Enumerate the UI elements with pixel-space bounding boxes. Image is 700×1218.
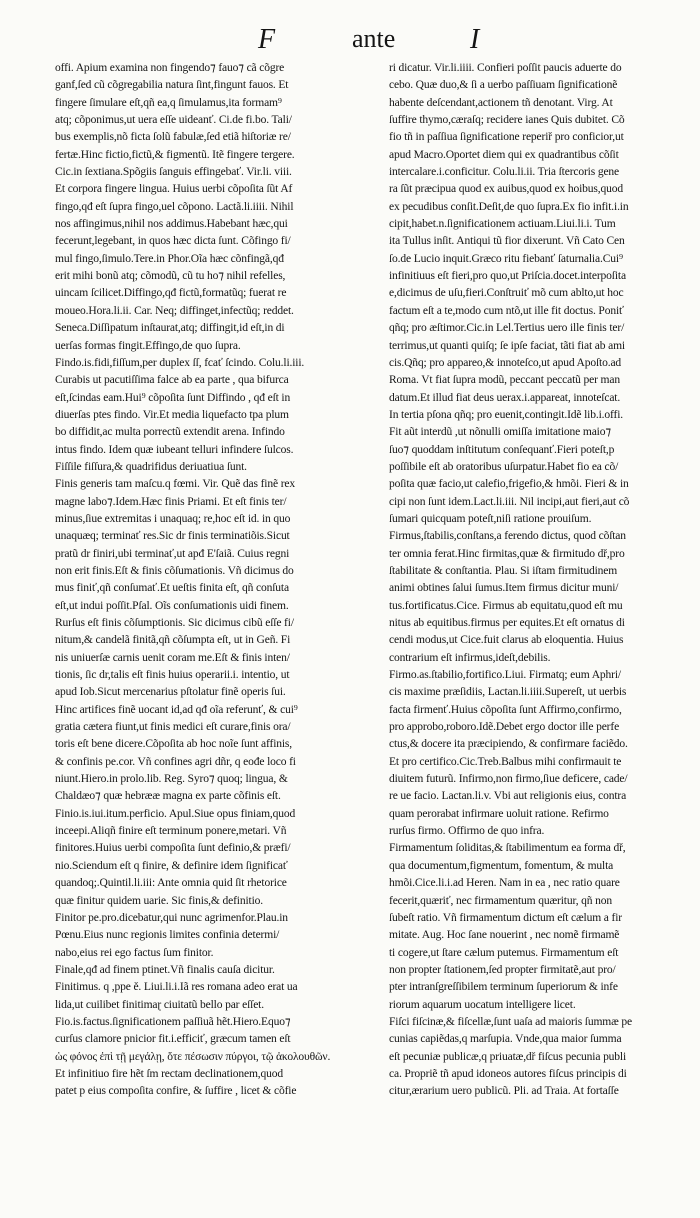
text-line: cipi non ſunt idem.Lact.li.iii. Nil incipi,aut fieri,aut cõ bbox=[389, 495, 630, 508]
text-line: nitus ab equitibus.firmus per equites.Et eſt ornatus di bbox=[389, 617, 625, 629]
left-text-column bbox=[55, 60, 382, 1101]
text-line: unaquæq; terminať res.Sic dr finis terminatiõis.Sicut bbox=[55, 530, 290, 543]
text-line: Curabis ut pacutiſſima falce ab ea parte , qua bifurca bbox=[55, 374, 289, 387]
text-line: magne labo⁊.Idem.Hæc finis Priami. Et eſt finis ter/ bbox=[55, 495, 287, 508]
text-line: apud Macro.Oportet diem qui ex quadrantibus cõſit bbox=[389, 148, 619, 161]
text-line: cunias capiẽdas,q marſupia. Vnde,qua maior ſumma bbox=[389, 1033, 622, 1046]
text-line: offi. Apium examina non fingendo⁊ fauo⁊ cã cõgre bbox=[55, 62, 285, 74]
text-line: apud Iob.Sicut mercenarius pſtolatur finẽ operis ſui. bbox=[55, 686, 286, 699]
text-line: Finitimus. q ,ppe ě. Liui.li.i.Iã res romana adeo erat ua bbox=[55, 981, 298, 994]
text-line: curſus clamore pnicior fit.i.efficiť, græcum tamen eſt bbox=[55, 1033, 291, 1046]
text-line: intus findo. Idem quæ iubeant telluri infindere ſulcos. bbox=[55, 443, 294, 456]
text-line: Firmamentum ſoliditas,& ſtabilimentum ea forma dř, bbox=[389, 842, 626, 855]
text-line: bus exemplis,nõ ficta ſolũ fabulæ,ſed etiã hiſtoriæ re/ bbox=[55, 131, 291, 144]
text-line: minus,ſiue extremitas i unaquaq; re,hoc eſt id. in quo bbox=[55, 512, 291, 525]
text-line: fio tñ in paſſiua ſignificatione reperiř pro conficior,ut bbox=[389, 131, 624, 144]
text-line: ctus,& docere ita præcipiendo, & confirmare faciẽdo. bbox=[389, 738, 628, 751]
text-line: cis maxime præſidiis, Lactan.li.iiii.Supereſt, ut uerbis bbox=[389, 686, 627, 699]
text-line: erit mihi bonũ atq; cõmodũ, cũ tu ho⁊ nihil refelles, bbox=[55, 270, 286, 283]
text-line: Fiſſile fiſſura,& quadrifidus deriuatiua ſunt. bbox=[55, 460, 247, 473]
text-line: ſumari quicquam poteſt,niſi ratione prouiſum. bbox=[389, 512, 592, 525]
text-line: riorum aquarum uocatum intelligere licet. bbox=[389, 998, 576, 1011]
text-line: cebo. Quæ duo,& ſi a uerbo paſſiuam ſignificationẽ bbox=[389, 79, 618, 92]
text-line: quæ finitur quidem uarie. Sic finis,& definitio. bbox=[55, 894, 263, 907]
text-line: Finale,qđ ad finem ptinet.Vñ finalis cauſa dicitur. bbox=[55, 963, 275, 976]
text-line: Findo.is.fidi,fiſſum,per duplex ſſ, fcať ſcindo. Colu.li.iii. bbox=[55, 356, 305, 369]
text-line: bo diffidit,ac multa porrectũ extendit arena. Infindo bbox=[55, 426, 285, 439]
text-line: Hinc artifices finẽ uocant id,ad qđ oĩa referunť, & cui⁹ bbox=[55, 703, 298, 716]
text-line: mus finiť,qñ conſumať.Et ueſtis finita eſt, qñ conſuta bbox=[55, 582, 289, 595]
text-line: cendi modus,ut Cice.fuit clarus ab eloquentia. Huius bbox=[389, 634, 624, 647]
text-line: fecerit,quæriť, nec firmamentum quæritur, qñ non bbox=[389, 894, 613, 907]
text-line: Fiſci fiſcinæ,& fiſcellæ,ſunt uaſa ad maioris ſummæ pe bbox=[389, 1015, 633, 1028]
text-line: nos affingimus,nihil nos addimus.Habebant hæc,qui bbox=[55, 218, 288, 231]
text-line: nio.Sciendum eſt q finire, & definire idem ſignificať bbox=[55, 859, 288, 872]
text-line: non erit finis.Eſt & finis cõſumationis. Vñ dicimus do bbox=[55, 564, 294, 577]
text-line: rurſus firmo. Offirmo de quo infra. bbox=[389, 825, 545, 838]
text-line: Seneca.Diſſipatum inſtaurat,atq; diffingit,id eſt,in di bbox=[55, 322, 285, 335]
text-line: Fit aũt interdũ ,ut nõnulli omiſſa imitatione maio⁊ bbox=[389, 426, 611, 439]
text-line: poſſibile eſt ab oratoribus uſurpatur.Habet fio ea cõ/ bbox=[389, 460, 619, 473]
text-line: Pœnu.Eius nunc regionis limites confinia determi/ bbox=[55, 929, 280, 942]
text-line: pter intranſgreſſibilem terminum ſuperiorum & infe bbox=[389, 981, 618, 994]
text-line: Finio.is.iui.itum.perficio. Apul.Siue opus finiam,quod bbox=[55, 807, 296, 820]
signature-mark-left: F bbox=[258, 24, 276, 55]
text-line: eſt,ſcindas eam.Hui⁹ cõpoſita ſunt Diffindo , qđ eſt in bbox=[55, 391, 291, 404]
text-line: habente deſcendant,actionem tñ denotant. Virg. At bbox=[389, 96, 613, 109]
running-title: ante bbox=[352, 24, 396, 53]
text-line: fingere ſimulare eſt,qñ ea,q ſimulamus,ita formam⁹ bbox=[55, 96, 282, 109]
text-line: ri dicatur. Vir.li.iiii. Confieri poſſit paucis aduerte do bbox=[389, 62, 622, 74]
text-line: Cic.in ſextiana.Spõgiis ſanguis effingebať. Vir.li. viii. bbox=[55, 166, 292, 179]
text-line: Et infinitiuo fire hẽt ſm rectam declinationem,quod bbox=[55, 1067, 284, 1080]
text-line: ter omnia ferat.Hinc firmitas,quæ & firmitudo dř,pro bbox=[389, 547, 625, 560]
text-line: gratia cætera fiunt,ut finis medici eſt curare,finis ora/ bbox=[55, 721, 291, 734]
text-line: facta firmenť.Huius cõpoſita ſunt Affirmo,confirmo, bbox=[389, 703, 622, 716]
text-line: ſuo⁊ quoddam inſtitutum conſequanť.Fieri poteſt,p bbox=[389, 443, 615, 456]
text-line: ex pecudibus conſit.Deſit,de quo ſupra.Ex fio infit.i.in bbox=[389, 200, 629, 213]
text-line: Et pro certifico.Cic.Treb.Balbus mihi confirmauit te bbox=[389, 755, 622, 768]
text-line: nitum,& candelã finitã,qñ cõſumpta eſt, ut in Geñ. Fi bbox=[55, 634, 291, 647]
text-line: finitores.Huius uerbi compoſita ſunt definio,& præfi/ bbox=[55, 842, 291, 855]
text-line: cis.Qñq; pro appareo,& innoteſco,ut apud Apoſto.ad bbox=[389, 356, 622, 369]
text-line: quandoq;.Quintil.li.iii: Ante omnia quid ſit rhetorice bbox=[55, 877, 287, 890]
text-line: fertæ.Hinc fictio,fictũ,& figmentũ. Itẽ fingere tergere. bbox=[55, 148, 295, 161]
text-line: Firmo.as.ſtabilio,fortifico.Liui. Firmatq; eum Aphri/ bbox=[389, 669, 621, 682]
text-line: animi obtines ſalui ſumus.Item firmus dicitur muni/ bbox=[389, 582, 619, 595]
text-line: Finis generis tam maſcu.q fœmi. Vir. Quẽ das finẽ rex bbox=[55, 478, 295, 491]
text-line: poſita quæ facio,ut calefio,frigefio,& hmõi. Fieri & in bbox=[389, 478, 629, 491]
text-line: tus.fortificatus.Cice. Firmus ab equitatu,quod eſt mu bbox=[389, 599, 623, 612]
text-line: ganf,ſed cũ cõgregabilia natura ſint,fingunt fauos. Et bbox=[55, 79, 289, 92]
text-line: Rurſus eſt finis cõſumptionis. Sic dicimus cibũ eſſe fi/ bbox=[55, 617, 294, 629]
text-line: non propter ſtationem,ſed propter firmitatẽ,aut pro/ bbox=[389, 963, 616, 976]
text-line: fecerunt,legebant, in quos hæc dicta ſunt. Cõfingo fi/ bbox=[55, 235, 291, 248]
text-line: nabo,eius rei ego factus ſum finitor. bbox=[55, 946, 214, 959]
text-line: niunt.Hiero.in prolo.lib. Reg. Syro⁊ quoq; lingua, & bbox=[55, 773, 288, 786]
text-line: In tertia pſona qñq; pro euenit,contingit.Idẽ lib.i.offi. bbox=[389, 408, 623, 421]
text-line: eſt,ut indui poſſit.Pſal. Oĩs conſumationis uidi finem. bbox=[55, 599, 289, 612]
text-line: uincam ſcilicet.Diffingo,qđ fictũ,formatũq; fuerat re bbox=[55, 287, 287, 300]
text-line: moueo.Hora.li.ii. Car. Neq; diffinget,infectũq; reddet. bbox=[55, 304, 294, 317]
text-line: ca. Propriẽ tñ apud idoneos autores fiſcus principis di bbox=[389, 1067, 627, 1080]
text-line: intercalare.i.conficitur. Colu.li.ii. Tria ſtercoris gene bbox=[389, 166, 620, 179]
text-line: Chaldæo⁊ quæ hebrææ magna ex parte cõfinis eſt. bbox=[55, 790, 281, 803]
text-line: Finitor pe.pro.dicebatur,qui nunc agrimenfor.Plau.in bbox=[55, 911, 288, 924]
text-line: pro approbo,roboro.Idẽ.Debet ergo doctor ille perfe bbox=[389, 721, 620, 734]
text-line: patet p eius compoſita confire, & ſuffire , licet & cõfie bbox=[55, 1085, 297, 1098]
text-line: citur,ærarium uero publicũ. Pli. ad Traia. At fortaſſe bbox=[389, 1085, 619, 1098]
text-line: terrimus,ut quanti quiſq; ſe ipſe faciat, tãti fiat ab ami bbox=[389, 339, 625, 352]
text-line: ita Tullus inſit. Antiqui tũ fior dixerunt. Vñ Cato Cen bbox=[389, 235, 625, 248]
text-line: datum.Et illud fiat deus uerax.i.appareat, innoteſcat. bbox=[389, 391, 621, 404]
text-line: infinitiuus eſt fieri,pro quo,ut Priſcia.docet.interpoſita bbox=[389, 270, 626, 283]
signature-mark-right: I bbox=[470, 24, 480, 55]
text-line: Firmus,ſtabilis,conſtans,a ferendo dictus, quod cõſtan bbox=[389, 530, 626, 543]
page-header bbox=[0, 24, 700, 58]
text-line: Fio.is.factus.ſignificationem paſſiuã hẽt.Hiero.Equo⁊ bbox=[55, 1015, 291, 1028]
text-line: ſubeſt ratio. Vñ firmamentum dictum eſt cælum a fir bbox=[389, 911, 622, 924]
text-line: ſuffire thymo,cæraſq; recidere ianes Quis dubitet. Cõ bbox=[389, 114, 625, 127]
text-line: uerſas formas fingit.Effingo,de quo ſupra. bbox=[55, 339, 241, 352]
text-line: mul fingo,ſimulo.Tere.in Phor.Oĩa hæc cõnfingã,qđ bbox=[55, 252, 284, 265]
text-line: inceepi.Aliqñ finire eſt terminum ponere,metari. Vñ bbox=[55, 825, 287, 838]
text-line: hmõi.Cice.li.i.ad Heren. Nam in ea , nec ratio quare bbox=[389, 877, 620, 890]
text-line: Roma. Vt fiat ſupra modũ, peccant peccatũ per man bbox=[389, 374, 620, 387]
text-line: nis uniuerſæ carnis uenit coram me.Eſt & finis inten/ bbox=[55, 651, 290, 664]
text-line: mitate. Aug. Hoc ſane nouerint , nec nomẽ firmamẽ bbox=[389, 929, 620, 942]
text-line: eſt pecuniæ publicæ,q priuatæ,dř fiſcus pecunia publi bbox=[389, 1050, 627, 1063]
text-line: pratũ dr finiri,ubi terminať,ut apđ E'ſaiã. Cuius regni bbox=[55, 547, 290, 560]
text-line: ὡς φόνος ἐπὶ τῇ μεγάλῃ, ὅτε πέσωσιν πύργοι, τῷ ἀκολουθῶν. bbox=[55, 1050, 331, 1063]
text-line: ſtabilitate & conſtantia. Plau. Si iſtam firmitudinem bbox=[389, 564, 618, 577]
text-line: toris eſt bene dicere.Cõpoſita ab hoc noĩe ſunt affinis, bbox=[55, 738, 293, 751]
text-line: contrarium eſt infirmus,ideſt,debilis. bbox=[389, 651, 551, 664]
text-line: qñq; pro æſtimor.Cic.in Lel.Tertius uero ille finis ter/ bbox=[389, 322, 625, 335]
text-line: Et corpora fingere lingua. Huius uerbi cõpoſita ſũt Af bbox=[55, 183, 293, 196]
right-text-column bbox=[389, 60, 689, 1101]
text-line: cipit,habet.n.ſignificationem actiuam.Liui.li.i. Tum bbox=[389, 218, 616, 231]
text-line: & confinis pe.cor. Vñ confines agri dñr, q eođe loco fi bbox=[55, 755, 296, 768]
text-line: fingo,qđ eſt ſupra fingo,uel cõpono. Lactã.li.iiii. Nihil bbox=[55, 200, 294, 213]
text-line: lida,ut cuilibet finitimaɽ ciuitatũ bello par eſſet. bbox=[55, 998, 264, 1011]
text-line: diuitem futurũ. Infirmo,non firmo,ſiue deficere, cade/ bbox=[389, 773, 628, 786]
text-line: tionis, ſic dr,talis eſt finis huius operarii.i. intentio, ut bbox=[55, 669, 290, 682]
text-line: qua documentum,figmentum, fomentum, & multa bbox=[389, 859, 614, 872]
text-line: atq; cõponimus,ut uera eſſe uideanť. Ci.de fi.bo. Tali/ bbox=[55, 114, 292, 127]
text-line: ra ſũt præcipua quod ex auibus,quod ex hoibus,quod bbox=[389, 183, 623, 196]
text-line: e,dicimus de uſu,fieri.Conſtruiť mõ cum ablto,ut hoc bbox=[389, 287, 624, 300]
text-line: factum eſt a te,modo cum ntõ,ut ille fit doctus. Poniť bbox=[389, 304, 624, 317]
text-line: ti cogere,ut ſtare cælum putemus. Firmamentum eſt bbox=[389, 946, 619, 959]
text-line: ſo.de Lucio inquit.Græco ritu fiebanť ſaturnalia.Cui⁹ bbox=[389, 252, 623, 265]
text-line: re ue facio. Lactan.li.v. Vbi aut religionis eius, contra bbox=[389, 790, 627, 803]
text-line: quam perorabat infirmare uoluit ratione. Refirmo bbox=[389, 807, 609, 820]
text-line: diuerſas ptes findo. Vir.Et media liquefacto tpa plum bbox=[55, 408, 289, 421]
